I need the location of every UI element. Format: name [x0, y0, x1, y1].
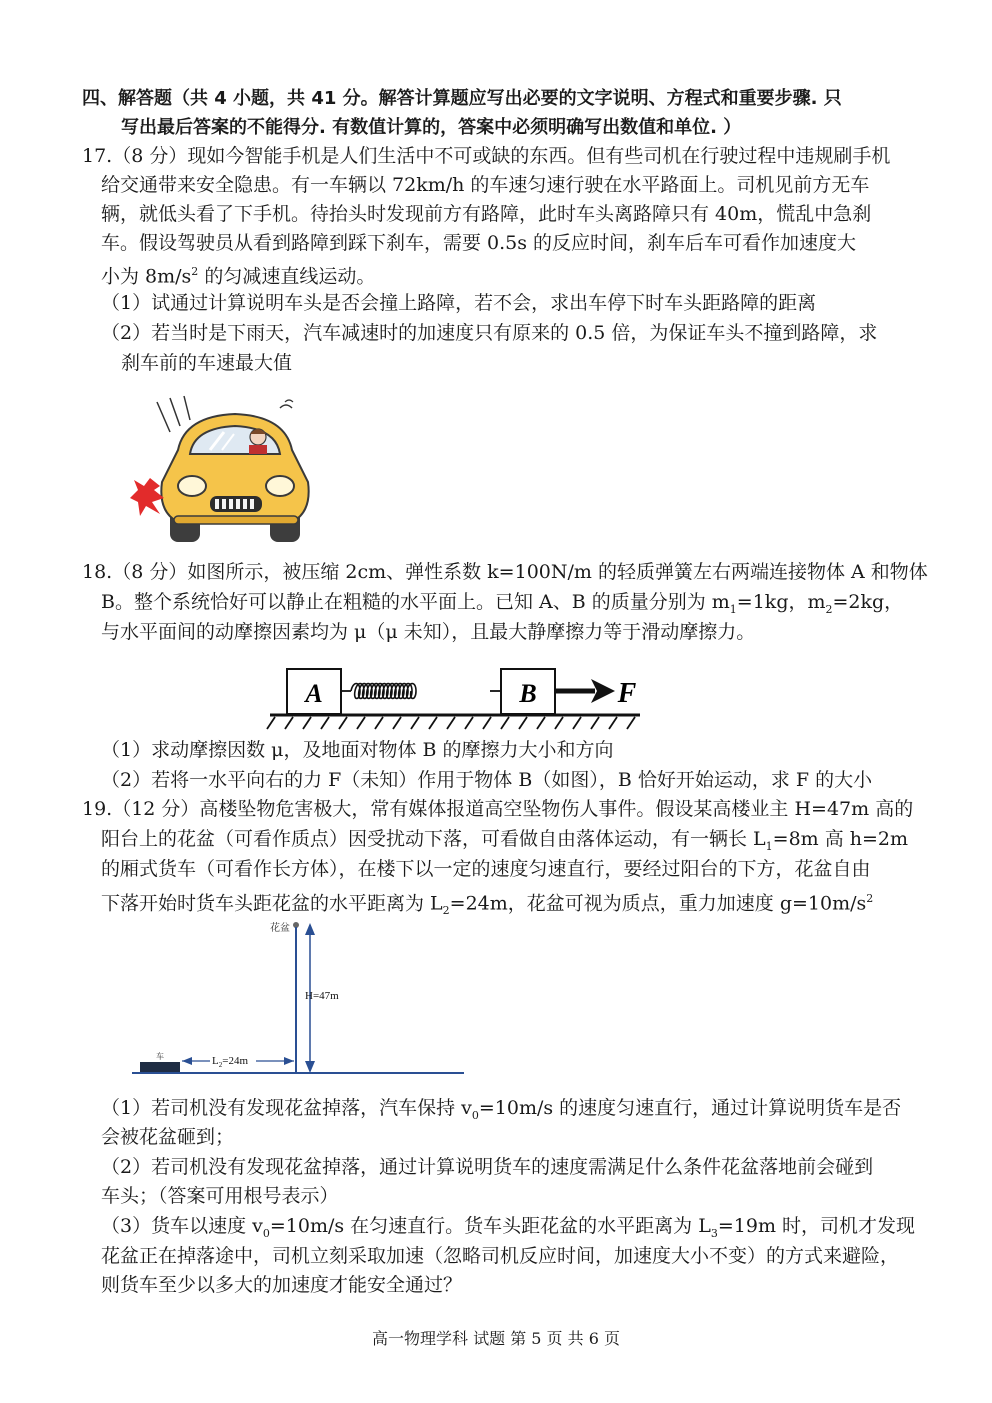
force-label: F [617, 678, 637, 709]
q18-sub2: （2）若将一水平向右的力 F（未知）作用于物体 B（如图），B 恰好开始运动，求 F 的大小 [101, 769, 873, 791]
q18-line1: 18.（8 分）如图所示，被压缩 2cm、弹性系数 k=100N/m 的轻质弹簧左右两端连接物体 A 和物体 [82, 561, 928, 583]
spring-diagram [265, 665, 645, 737]
q19-sub3-pre: （3）货车以速度 v [101, 1215, 263, 1237]
q17-line3: 辆，就低头看了下手机。待抬头时发现前方有路障，此时车头离路障只有 40m，慌乱中急刹 [101, 203, 872, 225]
l2-label: $L_2=24m$ [212, 1055, 248, 1069]
q19-line2-b: =8m 高 h=2m [772, 828, 909, 850]
q19-line3: 的厢式货车（可看作长方体），在楼下以一定的速度匀速直行，要经过阳台的下方，花盆自由 [101, 858, 871, 880]
q18-line3: 与水平面间的动摩擦因素均为 μ（μ 未知），且最大静摩擦力等于滑动摩擦力。 [101, 621, 756, 643]
q17-line5-sup: 2 [191, 265, 199, 278]
q18-line2-b: =1kg，m [736, 591, 826, 613]
q17-sub1: （1）试通过计算说明车头是否会撞上路障，若不会，求出车停下时车头距路障的距离 [101, 292, 817, 314]
q19-sub3-sub: 0 [262, 1226, 270, 1240]
q17-sub2-line1: （2）若当时是下雨天，汽车减速时的加速度只有原来的 0.5 倍，为保证车头不撞到路障，求 [101, 322, 878, 344]
q17-line4: 车。假设驾驶员从看到路障到踩下刹车，需要 0.5s 的反应时间，刹车后车可看作加速度大 [101, 232, 857, 254]
q17-line1: 17.（8 分）现如今智能手机是人们生活中不可或缺的东西。但有些司机在行驶过程中违规刷手机 [82, 145, 891, 167]
q19-sub1-sub: 0 [471, 1108, 479, 1122]
q19-line4-b: =24m，花盆可视为质点，重力加速度 g=10m/s [449, 892, 867, 915]
block-b-label: B [519, 679, 537, 708]
q17-line2: 给交通带来安全隐患。有一车辆以 72km/h 的车速匀速行驶在水平路面上。司机见前方无车 [101, 174, 870, 196]
q19-sub3-sub2: 3 [710, 1226, 718, 1240]
car-illustration [130, 390, 330, 550]
q19-sub2-line1: （2）若司机没有发现花盆掉落，通过计算说明货车的速度需满足什么条件花盆落地前会碰到 [101, 1156, 874, 1178]
q18-line2-sub2: 2 [825, 602, 833, 616]
falling-pot-diagram [128, 915, 468, 1080]
q17-line5 [101, 257, 375, 291]
q18-sub1: （1）求动摩擦因数 μ，及地面对物体 B 的摩擦力大小和方向 [101, 739, 614, 761]
q19-sub3-line3: 则货车至少以多大的加速度才能安全通过？ [101, 1274, 463, 1296]
q18-line2-c: =2kg， [832, 591, 904, 613]
q17-line5-pre: 小为 8m/s [101, 265, 192, 288]
q19-line4-sub: 2 [442, 904, 450, 918]
q18-line2-sub1: 1 [729, 602, 737, 616]
q19-sub3-mid: =10m/s 在匀速直行。货车头距花盆的水平距离为 L [269, 1215, 711, 1237]
page-footer: 高一物理学科 试题 第 5 页 共 6 页 [372, 1329, 620, 1348]
truck-icon [140, 1062, 180, 1072]
q17-sub2-line2: 刹车前的车速最大值 [121, 352, 293, 374]
section-heading-line1: 四、解答题（共 4 小题，共 41 分。解答计算题应写出必要的文字说明、方程式和重要步骤. 只 [82, 88, 842, 109]
q19-sub1-post: =10m/s 的速度匀速直行，通过计算说明货车是否 [478, 1097, 902, 1119]
q19-line4-a: 下落开始时货车头距花盆的水平距离为 L [101, 892, 443, 915]
q17-line5-post: 的匀减速直线运动。 [198, 265, 376, 288]
pot-label: 花盆 [270, 923, 290, 934]
height-label: H=47m [305, 990, 339, 1002]
section-heading-line2: 写出最后答案的不能得分. 有数值计算的，答案中必须明确写出数值和单位. ） [121, 117, 742, 138]
q19-line4-sup: 2 [866, 892, 874, 905]
q19-sub1-pre: （1）若司机没有发现花盆掉落，汽车保持 v [101, 1097, 472, 1119]
truck-label: 车 [156, 1052, 164, 1061]
q18-line2-a: B。整个系统恰好可以静止在粗糙的水平面上。已知 A、B 的质量分别为 m [101, 591, 730, 613]
q19-line2-a: 阳台上的花盆（可看作质点）因受扰动下落，可看做自由落体运动，有一辆长 L [101, 828, 766, 850]
q19-sub2-line2: 车头；（答案可用根号表示） [101, 1185, 339, 1207]
q19-line1: 19.（12 分）高楼坠物危害极大，常有媒体报道高空坠物伤人事件。假设某高楼业主 H=47m 高的 [82, 798, 914, 820]
q19-line2-sub: 1 [765, 839, 773, 853]
q19-sub3-line2: 花盆正在掉落途中，司机立刻采取加速（忽略司机反应时间，加速度大小不变）的方式来避险， [101, 1245, 900, 1267]
block-a-label: A [305, 679, 323, 708]
q19-sub3-post: =19m 时，司机才发现 [717, 1215, 915, 1237]
q19-sub1-line2: 会被花盆砸到； [101, 1126, 235, 1148]
